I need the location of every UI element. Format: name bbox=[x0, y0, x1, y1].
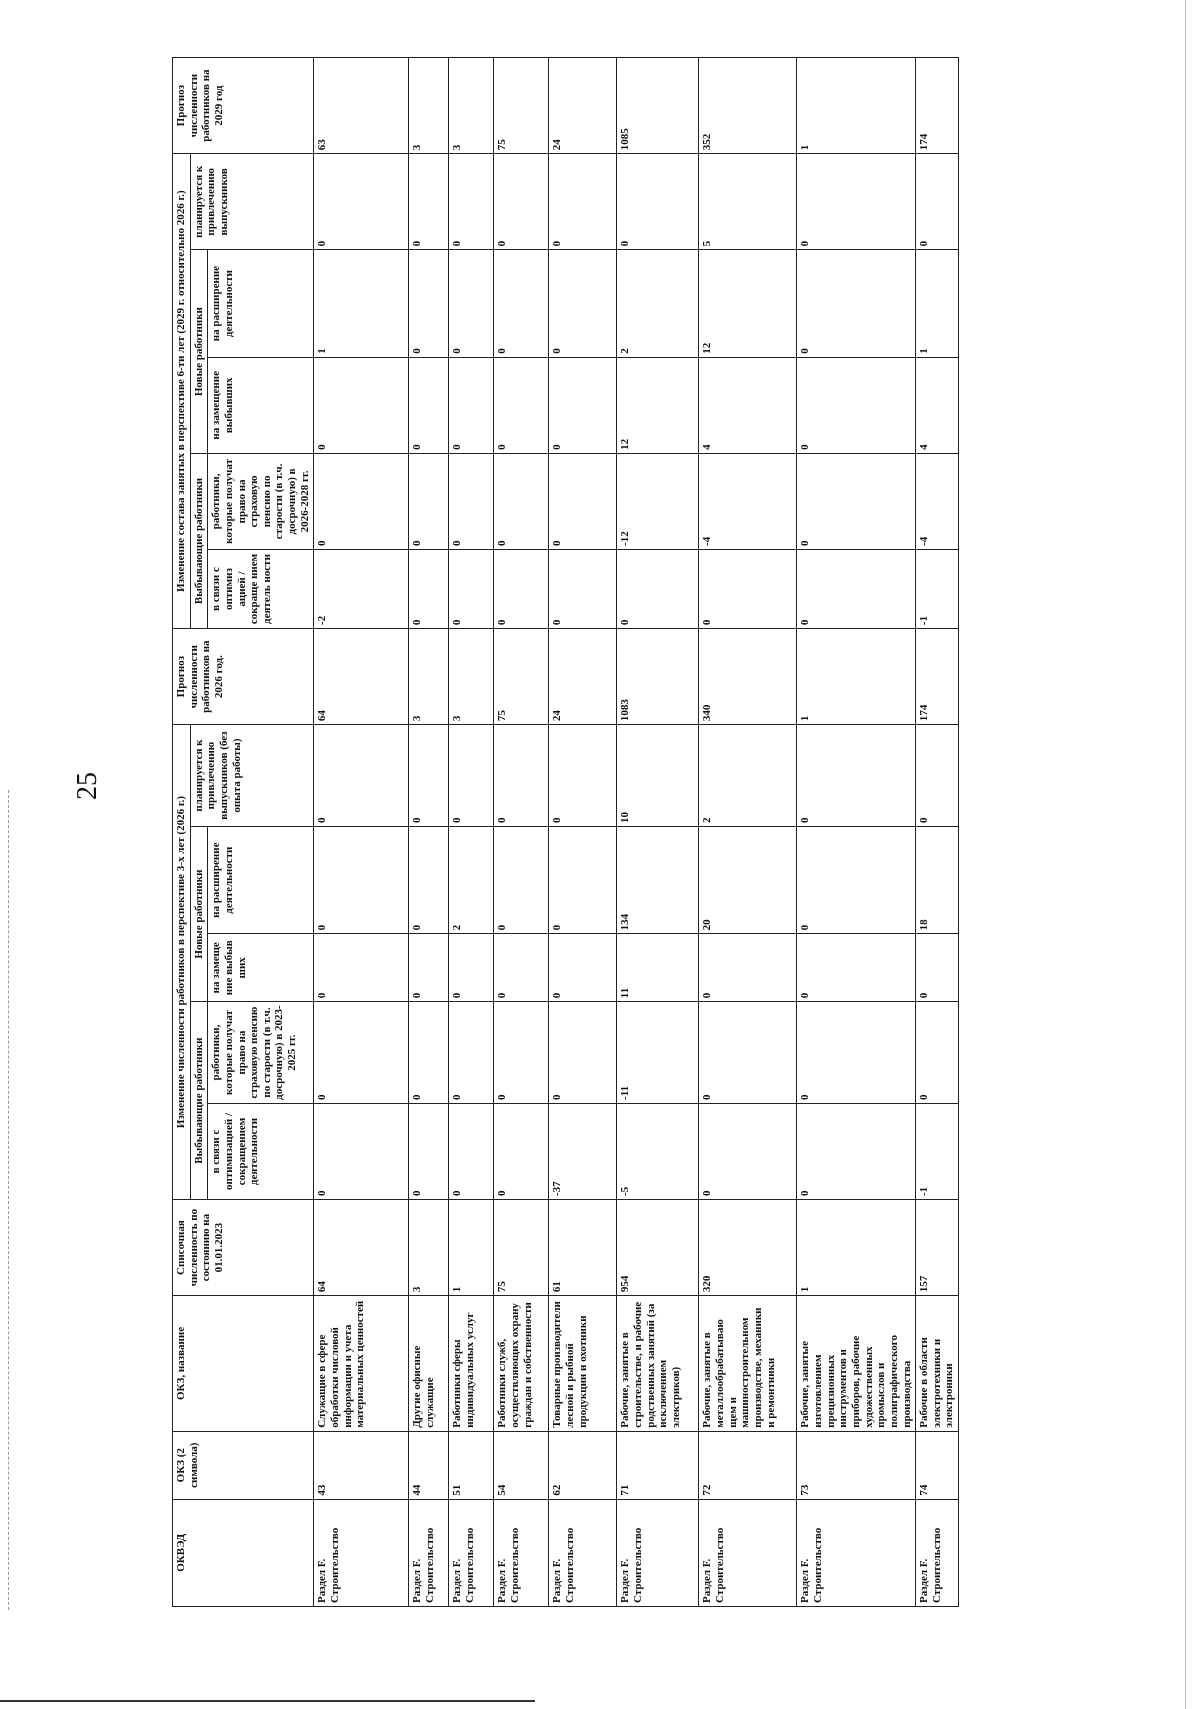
cell-l6o: 0 bbox=[617, 549, 699, 628]
cell-f2029: 3 bbox=[409, 58, 449, 154]
header-leaving-3y-pension: работники, которые получат право на страховую пенсию по старости (в т.ч. досрочную) в 2023-2025 гг. bbox=[208, 1002, 314, 1104]
header-new-6y-replace: на замещение выбывших bbox=[208, 357, 314, 453]
cell-n3r: 0 bbox=[916, 934, 959, 1002]
cell-n6r: 0 bbox=[797, 357, 916, 453]
cell-l3o: 0 bbox=[797, 1103, 916, 1199]
cell-okz: 44 bbox=[409, 1431, 449, 1499]
header-forecast-2026: Прогноз численности работников на 2026 год. bbox=[173, 629, 314, 725]
cell-n6e: 0 bbox=[549, 250, 617, 357]
header-row-1 bbox=[173, 58, 191, 1607]
cell-l3o: 0 bbox=[409, 1103, 449, 1199]
header-leaving-3y-opt: в связи с оптимизацией / сокращением деятельности bbox=[208, 1103, 314, 1199]
cell-name: Другие офисные служащие bbox=[409, 1296, 449, 1432]
cell-n6g: 0 bbox=[617, 154, 699, 250]
cell-okz: 71 bbox=[617, 1431, 699, 1499]
header-change-6y: Изменение состава занятых в перспективе 6-ти лет (2029 г. относительно 2026 г.) bbox=[173, 154, 191, 629]
cell-f2026: 24 bbox=[549, 629, 617, 725]
cell-okved: Раздел F. Строительство bbox=[916, 1499, 959, 1606]
cell-l6o: -2 bbox=[314, 549, 409, 628]
cell-l6p: 0 bbox=[409, 453, 449, 549]
cell-n3e: 134 bbox=[617, 826, 699, 933]
cell-f2026: 64 bbox=[314, 629, 409, 725]
cell-f2026: 1083 bbox=[617, 629, 699, 725]
table-row bbox=[916, 58, 959, 1607]
cell-name: Рабочие, занятые в металлообрабатываю щем и машиностроительном производстве, механики и ремонтники bbox=[699, 1296, 797, 1432]
cell-l3o: -1 bbox=[916, 1103, 959, 1199]
cell-l6p: 0 bbox=[549, 453, 617, 549]
cell-l6p: 0 bbox=[494, 453, 549, 549]
cell-n3e: 0 bbox=[494, 826, 549, 933]
cell-n6r: 0 bbox=[494, 357, 549, 453]
cell-n3g: 0 bbox=[314, 725, 409, 827]
cell-n6g: 0 bbox=[797, 154, 916, 250]
cell-c2023: 64 bbox=[314, 1200, 409, 1296]
cell-f2029: 1085 bbox=[617, 58, 699, 154]
header-okz2: ОКЗ (2 символа) bbox=[173, 1431, 314, 1499]
header-okved: ОКВЭД bbox=[173, 1499, 314, 1606]
cell-n6r: 4 bbox=[916, 357, 959, 453]
cell-name: Работники служб, осуществляющих охрану граждан и собственности bbox=[494, 1296, 549, 1432]
cell-f2029: 75 bbox=[494, 58, 549, 154]
workforce-table bbox=[172, 57, 959, 1607]
cell-okved: Раздел F. Строительство bbox=[314, 1499, 409, 1606]
cell-c2023: 1 bbox=[449, 1200, 494, 1296]
cell-n3r: 0 bbox=[314, 934, 409, 1002]
table-row bbox=[699, 58, 797, 1607]
header-leaving-6y-pension: работники, которые получат право на страховую пенсию по старости (в т.ч. досрочную) в 2026-2028 гг. bbox=[208, 453, 314, 549]
cell-n6e: 0 bbox=[797, 250, 916, 357]
cell-f2026: 340 bbox=[699, 629, 797, 725]
cell-okved: Раздел F. Строительство bbox=[549, 1499, 617, 1606]
cell-n6e: 12 bbox=[699, 250, 797, 357]
cell-okved: Раздел F. Строительство bbox=[699, 1499, 797, 1606]
cell-n6r: 0 bbox=[314, 357, 409, 453]
header-new-3y-replace: на замеще ние выбыв ших bbox=[208, 934, 314, 1002]
cell-f2026: 3 bbox=[449, 629, 494, 725]
cell-n3g: 0 bbox=[549, 725, 617, 827]
cell-n6e: 0 bbox=[409, 250, 449, 357]
table-row bbox=[797, 58, 916, 1607]
cell-f2026: 174 bbox=[916, 629, 959, 725]
cell-c2023: 61 bbox=[549, 1200, 617, 1296]
cell-n6e: 0 bbox=[449, 250, 494, 357]
cell-n3r: 0 bbox=[409, 934, 449, 1002]
cell-l6o: 0 bbox=[449, 549, 494, 628]
cell-name: Товарные производители лесной и рыбной продукции и охотники bbox=[549, 1296, 617, 1432]
cell-c2023: 1 bbox=[797, 1200, 916, 1296]
cell-n6g: 0 bbox=[549, 154, 617, 250]
header-leaving-6y: Выбывающие работники bbox=[190, 453, 208, 628]
cell-f2029: 63 bbox=[314, 58, 409, 154]
cell-okz: 51 bbox=[449, 1431, 494, 1499]
cell-l6p: 0 bbox=[449, 453, 494, 549]
cell-n6e: 1 bbox=[916, 250, 959, 357]
cell-name: Рабочие в области электротехники и электроники bbox=[916, 1296, 959, 1432]
cell-f2026: 1 bbox=[797, 629, 916, 725]
cell-l3o: -37 bbox=[549, 1103, 617, 1199]
cell-n3g: 0 bbox=[916, 725, 959, 827]
cell-n3g: 0 bbox=[449, 725, 494, 827]
cell-l3o: -5 bbox=[617, 1103, 699, 1199]
cell-okved: Раздел F. Строительство bbox=[617, 1499, 699, 1606]
header-new-6y-expand: на расширение деятельности bbox=[208, 250, 314, 357]
cell-n3g: 0 bbox=[409, 725, 449, 827]
cell-okz: 62 bbox=[549, 1431, 617, 1499]
cell-okz: 73 bbox=[797, 1431, 916, 1499]
header-okz-name: ОКЗ, название bbox=[173, 1296, 314, 1432]
cell-l6o: 0 bbox=[409, 549, 449, 628]
header-new-6y: Новые работники bbox=[190, 250, 208, 453]
cell-l6p: 0 bbox=[314, 453, 409, 549]
cell-c2023: 157 bbox=[916, 1200, 959, 1296]
cell-n6r: 0 bbox=[449, 357, 494, 453]
cell-l6o: 0 bbox=[494, 549, 549, 628]
cell-n3r: 0 bbox=[449, 934, 494, 1002]
cell-okved: Раздел F. Строительство bbox=[409, 1499, 449, 1606]
header-forecast-2029: Прогноз численности работников на 2029 год bbox=[173, 58, 314, 154]
table-row bbox=[549, 58, 617, 1607]
cell-f2026: 75 bbox=[494, 629, 549, 725]
cell-name: Рабочие, занятые изготовлением прецизионных инструментов и приборов, рабочие художественных промыслов и полиграфического производства bbox=[797, 1296, 916, 1432]
cell-n3r: 0 bbox=[494, 934, 549, 1002]
cell-f2029: 174 bbox=[916, 58, 959, 154]
cell-n6e: 0 bbox=[494, 250, 549, 357]
table-row bbox=[494, 58, 549, 1607]
cell-n6g: 0 bbox=[314, 154, 409, 250]
cell-n6g: 0 bbox=[449, 154, 494, 250]
cell-okz: 54 bbox=[494, 1431, 549, 1499]
cell-n3e: 0 bbox=[409, 826, 449, 933]
cell-n3g: 10 bbox=[617, 725, 699, 827]
cell-f2029: 3 bbox=[449, 58, 494, 154]
cell-n3e: 0 bbox=[314, 826, 409, 933]
cell-okz: 43 bbox=[314, 1431, 409, 1499]
table-row bbox=[314, 58, 409, 1607]
cell-okved: Раздел F. Строительство bbox=[449, 1499, 494, 1606]
cell-n6e: 1 bbox=[314, 250, 409, 357]
cell-n6r: 12 bbox=[617, 357, 699, 453]
header-new-3y-expand: на расширение деятельности bbox=[208, 826, 314, 933]
cell-f2026: 3 bbox=[409, 629, 449, 725]
cell-n6r: 4 bbox=[699, 357, 797, 453]
cell-n3e: 0 bbox=[549, 826, 617, 933]
cell-l3p: 0 bbox=[916, 1002, 959, 1104]
header-headcount-2023: Списочная численность по состоянию на 01.01.2023 bbox=[173, 1200, 314, 1296]
cell-l3p: -11 bbox=[617, 1002, 699, 1104]
cell-okved: Раздел F. Строительство bbox=[797, 1499, 916, 1606]
cell-n3e: 2 bbox=[449, 826, 494, 933]
cell-l3o: 0 bbox=[314, 1103, 409, 1199]
cell-l3p: 0 bbox=[314, 1002, 409, 1104]
cell-n3g: 0 bbox=[494, 725, 549, 827]
cell-n6g: 0 bbox=[409, 154, 449, 250]
cell-name: Служащие в сфере обработки числовой информации и учета материальных ценностей bbox=[314, 1296, 409, 1432]
cell-l3o: 0 bbox=[699, 1103, 797, 1199]
cell-c2023: 320 bbox=[699, 1200, 797, 1296]
cell-l6o: 0 bbox=[797, 549, 916, 628]
table-row bbox=[617, 58, 699, 1607]
cell-f2029: 24 bbox=[549, 58, 617, 154]
cell-l3p: 0 bbox=[449, 1002, 494, 1104]
cell-l6o: 0 bbox=[699, 549, 797, 628]
cell-l3o: 0 bbox=[449, 1103, 494, 1199]
cell-n6g: 0 bbox=[494, 154, 549, 250]
cell-n6g: 0 bbox=[916, 154, 959, 250]
cell-l3p: 0 bbox=[494, 1002, 549, 1104]
cell-okz: 72 bbox=[699, 1431, 797, 1499]
table-body bbox=[314, 58, 959, 1607]
rotated-table-container bbox=[172, 57, 1200, 1607]
cell-f2029: 352 bbox=[699, 58, 797, 154]
cell-l6p: -4 bbox=[699, 453, 797, 549]
header-leaving-6y-opt: в связи с оптимиз ацией / сокраще нием деятель ности bbox=[208, 549, 314, 628]
cell-l3o: 0 bbox=[494, 1103, 549, 1199]
cell-n3r: 0 bbox=[797, 934, 916, 1002]
table-row bbox=[409, 58, 449, 1607]
cell-n3e: 0 bbox=[797, 826, 916, 933]
table-row bbox=[449, 58, 494, 1607]
cell-n3e: 20 bbox=[699, 826, 797, 933]
cell-n3r: 0 bbox=[699, 934, 797, 1002]
cell-okved: Раздел F. Строительство bbox=[494, 1499, 549, 1606]
cell-l6p: -4 bbox=[916, 453, 959, 549]
cell-l3p: 0 bbox=[699, 1002, 797, 1104]
scan-bottom-line bbox=[0, 1700, 535, 1702]
cell-l6o: 0 bbox=[549, 549, 617, 628]
cell-n6r: 0 bbox=[549, 357, 617, 453]
header-leaving-3y: Выбывающие работники bbox=[190, 1002, 208, 1200]
header-change-3y: Изменение численности работников в перспективе 3-х лет (2026 г.) bbox=[173, 725, 191, 1200]
cell-l3p: 0 bbox=[409, 1002, 449, 1104]
cell-n6g: 5 bbox=[699, 154, 797, 250]
cell-l6p: -12 bbox=[617, 453, 699, 549]
cell-l3p: 0 bbox=[549, 1002, 617, 1104]
page-number: 25 bbox=[72, 772, 103, 800]
cell-n3g: 2 bbox=[699, 725, 797, 827]
cell-l3p: 0 bbox=[797, 1002, 916, 1104]
cell-n6r: 0 bbox=[409, 357, 449, 453]
scan-edge-dots bbox=[8, 790, 10, 1610]
cell-okz: 74 bbox=[916, 1431, 959, 1499]
cell-l6o: -1 bbox=[916, 549, 959, 628]
header-new-3y-grads: планируется к привлечению выпускников (без опыта работы) bbox=[190, 725, 314, 827]
cell-name: Работники сферы индивидуальных услуг bbox=[449, 1296, 494, 1432]
header-new-6y-grads: планируется к привлечению выпускников bbox=[190, 154, 314, 250]
cell-n6e: 2 bbox=[617, 250, 699, 357]
cell-f2029: 1 bbox=[797, 58, 916, 154]
cell-n3e: 18 bbox=[916, 826, 959, 933]
cell-l6p: 0 bbox=[797, 453, 916, 549]
header-new-3y: Новые работники bbox=[190, 826, 208, 1001]
cell-n3r: 0 bbox=[549, 934, 617, 1002]
cell-n3r: 11 bbox=[617, 934, 699, 1002]
cell-c2023: 3 bbox=[409, 1200, 449, 1296]
cell-n3g: 0 bbox=[797, 725, 916, 827]
cell-c2023: 954 bbox=[617, 1200, 699, 1296]
cell-c2023: 75 bbox=[494, 1200, 549, 1296]
cell-name: Рабочие, занятые в строительстве, и рабочие родственных занятий (за исключением электриков) bbox=[617, 1296, 699, 1432]
